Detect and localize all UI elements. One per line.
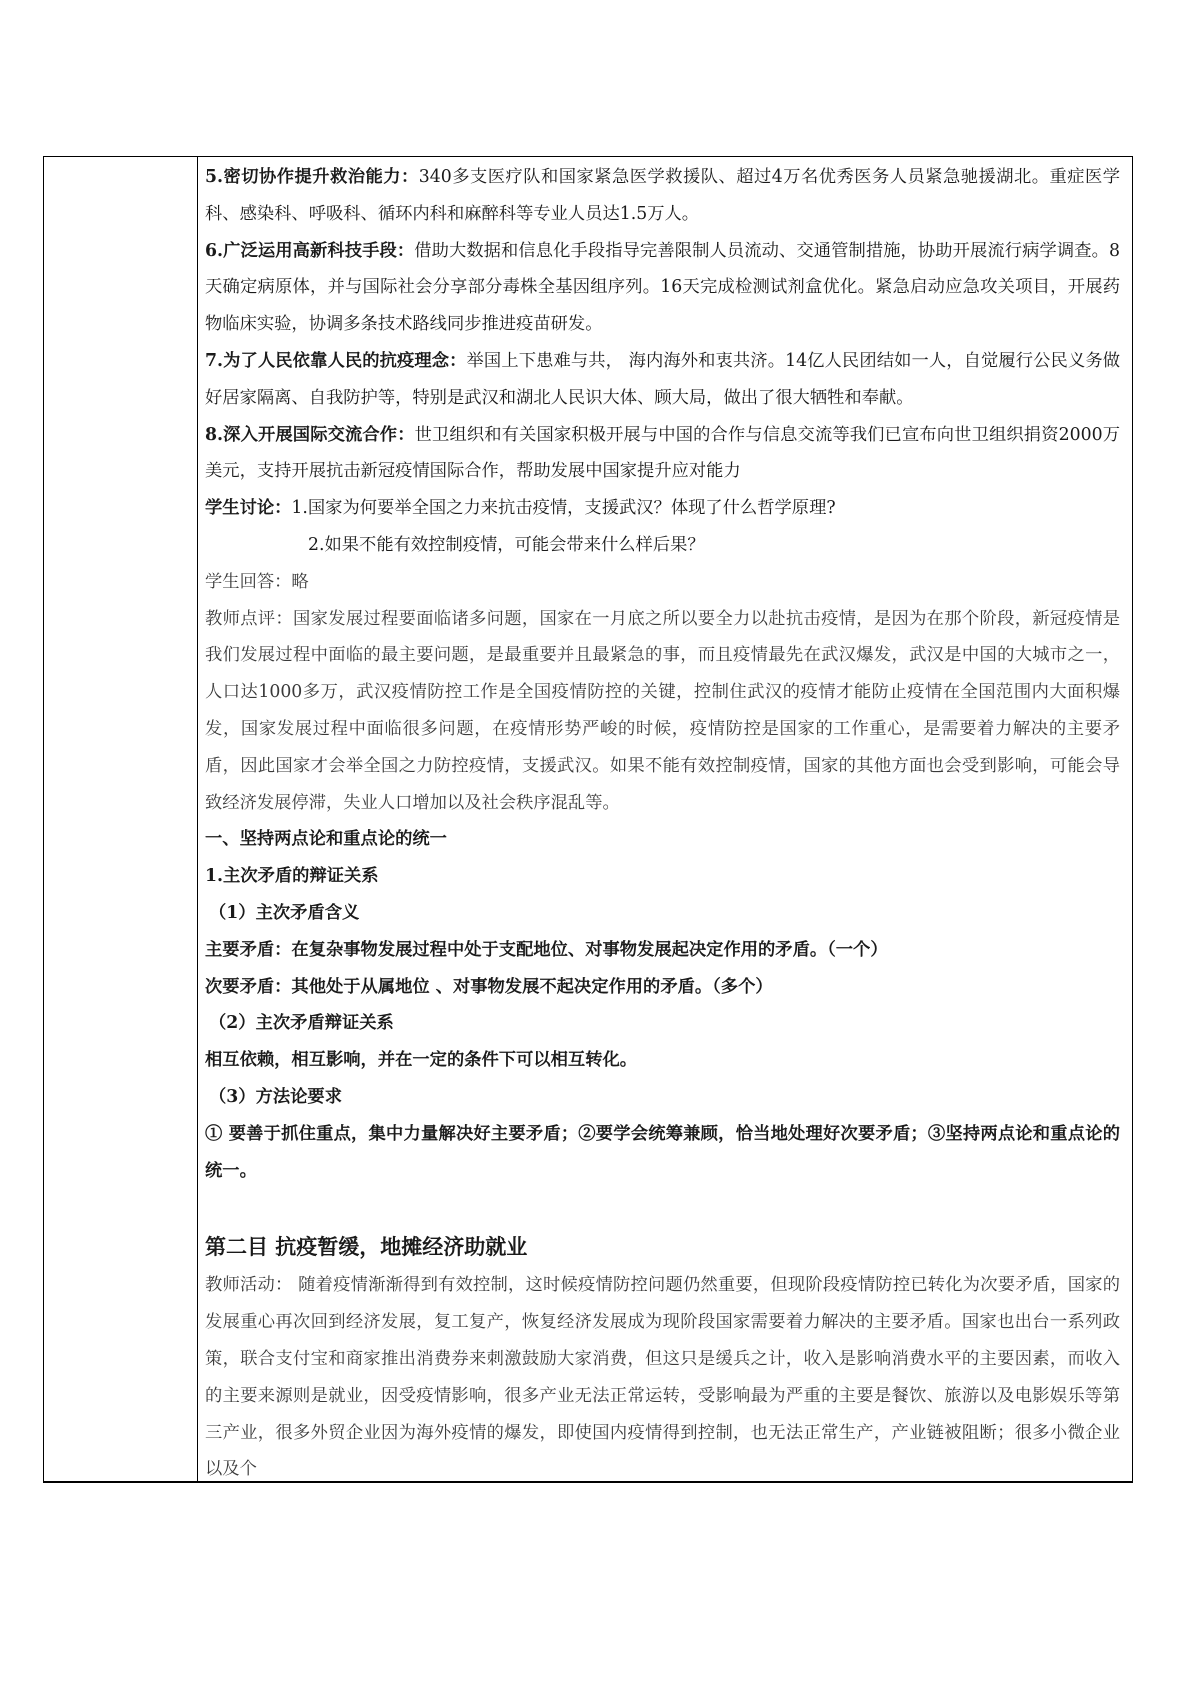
- teacher-activity: 教师活动： 随着疫情渐渐得到有效控制，这时候疫情防控问题仍然重要，但现阶段疫情防控已转化为次要矛盾，国家的发展重心再次回到经济发展，复工复产，恢复经济发展成为现阶段国家需要着力解决的主要矛盾。国家也出台一系列政策，联合支付宝和商家推出消费券来刺激鼓励大家消费，但这只是缓兵之计，收入是影响消费水平的主要因素，而收入的主要来源则是就业，因受疫情影响，很多产业无法正常运转，受影响最为严重的主要是餐饮、旅游以及电影娱乐等第三产业，很多外贸企业因为海外疫情的爆发，即使国内疫情得到控制，也无法正常生产，产业链被阻断；很多小微企业以及个: [205, 1275, 1120, 1480]
- teacher-comment: 教师点评：国家发展过程要面临诸多问题，国家在一月底之所以要全力以赴抗击疫情，是因为在那个阶段，新冠疫情是我们发展过程中面临的最主要问题，是最重要并且最紧急的事，而且疫情最先在武汉爆发，武汉是中国的大城市之一，人口达1000多万，武汉疫情防控工作是全国疫情防控的关键，控制住武汉的疫情才能防止疫情在全国范围内大面积爆发，国家发展过程中面临很多问题，在疫情形势严峻的时候，疫情防控是国家的工作重心，是需要着力解决的主要矛盾，因此国家才会举全国之力防控疫情，支援武汉。如果不能有效控制疫情，国家的其他方面也会受到影响，可能会导致经济发展停滞，失业人口增加以及社会秩序混乱等。: [205, 608, 1120, 813]
- lesson-table: [43, 156, 1133, 1483]
- item-heading: 7.为了人民依靠人民的抗疫理念：: [205, 350, 467, 371]
- subsection-title: 1.主次矛盾的辩证关系: [205, 866, 379, 887]
- student-answer: 学生回答：略: [205, 571, 309, 592]
- section-heading: 第二目 抗疫暂缓，地摊经济助就业: [205, 1234, 528, 1260]
- discussion-label: 学生讨论：: [205, 498, 292, 519]
- item-5: [205, 159, 1120, 233]
- discussion-q1: [205, 490, 1120, 527]
- secondary-contradiction-definition: 次要矛盾：其他处于从属地位 、对事物发展不起决定作用的矛盾。（多个）: [205, 976, 773, 997]
- main-contradiction-definition: 主要矛盾：在复杂事物发展过程中处于支配地位、对事物发展起决定作用的矛盾。（一个）: [205, 939, 888, 960]
- item-6: [205, 233, 1120, 343]
- section-title: 一、坚持两点论和重点论的统一: [205, 829, 447, 850]
- item-heading: 8.深入开展国际交流合作：: [205, 424, 415, 445]
- item-text: 借助大数据和信息化手段指导完善限制人员流动、交通管制措施，协助开展流行病学调查。8天确定病原体，并与国际社会分享部分毒株全基因组序列。16天完成检测试剂盒优化。紧急启动应急攻关项目，开展药物临床实验，协调多条技术路线同步推进疫苗研发。: [205, 240, 1120, 335]
- spacer: [205, 1189, 1120, 1225]
- methodology-requirements: ① 要善于抓住重点，集中力量解决好主要矛盾；②要学会统筹兼顾，恰当地处理好次要矛盾；③坚持两点论和重点论的统一。: [205, 1123, 1120, 1181]
- item-8: [205, 417, 1120, 491]
- discussion-q2: 2.如果不能有效控制疫情，可能会带来什么样后果？: [308, 534, 705, 555]
- item-text: 举国上下患难与共， 海内海外和衷共济。14亿人民团结如一人，自觉履行公民义务做好居家隔离、自我防护等，特别是武汉和湖北人民识大体、顾大局，做出了很大牺牲和奉献。: [205, 350, 1120, 408]
- dialectical-relation: 相互依赖，相互影响，并在一定的条件下可以相互转化。: [205, 1050, 638, 1071]
- item-heading: 6.广泛运用高新科技手段：: [205, 240, 415, 261]
- point-title: （3）方法论要求: [209, 1086, 342, 1107]
- point-title: （2）主次矛盾辩证关系: [209, 1013, 394, 1034]
- lesson-content-cell: [205, 159, 1120, 1488]
- item-heading: 5.密切协作提升救治能力：: [205, 167, 419, 187]
- discussion-question: 1.国家为何要举全国之力来抗击疫情，支援武汉？体现了什么哲学原理?: [291, 498, 836, 519]
- item-text: 340多支医疗队和国家紧急医学救援队、超过4万名优秀医务人员紧急驰援湖北。重症医学科、感染科、呼吸科、循环内科和麻醉科等专业人员达1.5万人。: [205, 167, 1121, 224]
- item-7: [205, 343, 1120, 417]
- point-title: （1）主次矛盾含义: [209, 902, 360, 923]
- column-divider: [197, 157, 198, 1481]
- item-text: 世卫组织和有关国家积极开展与中国的合作与信息交流等我们已宣布向世卫组织捐资2000万美元，支持开展抗击新冠疫情国际合作，帮助发展中国家提升应对能力: [205, 424, 1120, 482]
